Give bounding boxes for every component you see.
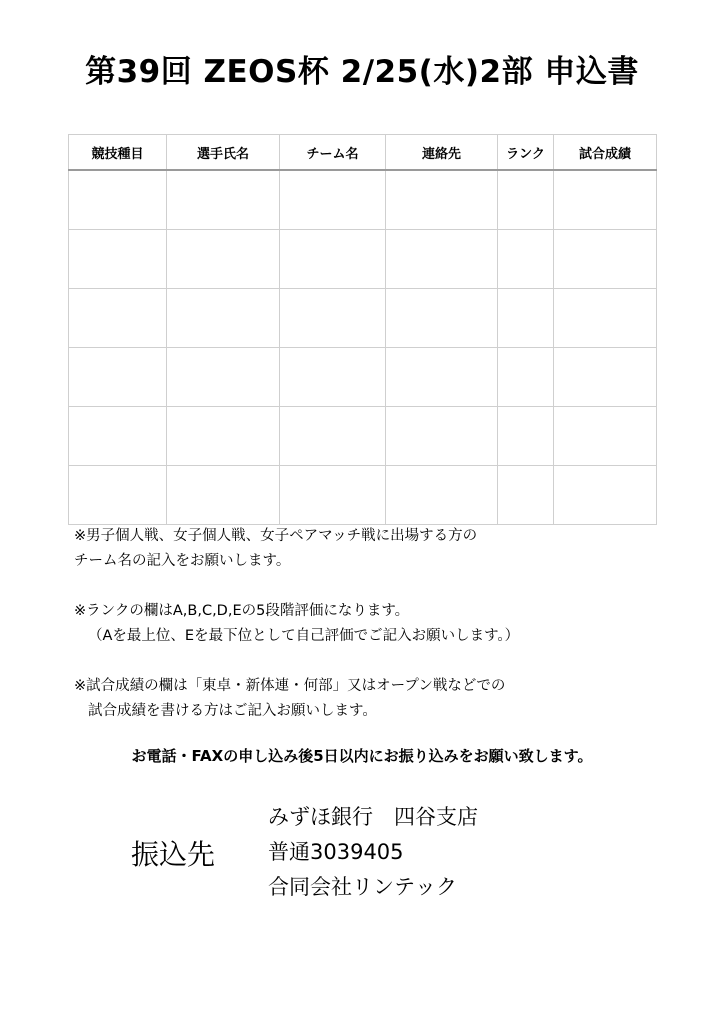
table-cell[interactable] bbox=[280, 289, 386, 348]
table-cell[interactable] bbox=[498, 407, 554, 466]
header-rank: ランク bbox=[498, 135, 554, 171]
table-cell[interactable] bbox=[167, 407, 280, 466]
table-row bbox=[69, 230, 657, 289]
table-cell[interactable] bbox=[167, 466, 280, 525]
table-cell[interactable] bbox=[280, 407, 386, 466]
table-cell[interactable] bbox=[167, 289, 280, 348]
bank-name: みずほ銀行 四谷支店 bbox=[268, 805, 478, 829]
table-cell[interactable] bbox=[167, 348, 280, 407]
entry-table bbox=[68, 134, 657, 525]
note-team-line2: チーム名の記入をお願いします。 bbox=[74, 553, 291, 569]
header-event: 競技種目 bbox=[69, 135, 167, 171]
table-cell[interactable] bbox=[554, 170, 657, 230]
table-cell[interactable] bbox=[69, 289, 167, 348]
table-cell[interactable] bbox=[554, 466, 657, 525]
table-cell[interactable] bbox=[386, 407, 498, 466]
table-cell[interactable] bbox=[280, 466, 386, 525]
payment-request: お電話・FAXの申し込み後5日以内にお振り込みをお願い致します。 bbox=[131, 747, 593, 765]
note-team-line1: ※男子個人戦、女子個人戦、女子ペアマッチ戦に出場する方の bbox=[74, 528, 478, 544]
table-cell[interactable] bbox=[386, 348, 498, 407]
table-cell[interactable] bbox=[386, 289, 498, 348]
table-cell[interactable] bbox=[69, 466, 167, 525]
table-cell[interactable] bbox=[498, 466, 554, 525]
notes-section bbox=[74, 524, 694, 724]
account-number: 普通3039405 bbox=[268, 840, 404, 864]
table-cell[interactable] bbox=[69, 348, 167, 407]
table-row bbox=[69, 170, 657, 230]
table-cell[interactable] bbox=[69, 407, 167, 466]
transfer-label: 振込先 bbox=[131, 838, 216, 871]
account-holder: 合同会社リンテック bbox=[268, 875, 457, 899]
table-cell[interactable] bbox=[554, 289, 657, 348]
table-cell[interactable] bbox=[498, 348, 554, 407]
table-cell[interactable] bbox=[167, 170, 280, 230]
table-cell[interactable] bbox=[280, 230, 386, 289]
table-row bbox=[69, 407, 657, 466]
table-cell[interactable] bbox=[498, 170, 554, 230]
table-cell[interactable] bbox=[69, 230, 167, 289]
table-cell[interactable] bbox=[386, 170, 498, 230]
table-cell[interactable] bbox=[280, 170, 386, 230]
note-results-line2: 試合成績を書ける方はご記入お願いします。 bbox=[88, 703, 377, 719]
table-cell[interactable] bbox=[554, 407, 657, 466]
table-header-row bbox=[69, 135, 657, 171]
note-rank-line1: ※ランクの欄はA,B,C,D,Eの5段階評価になります。 bbox=[74, 603, 410, 619]
header-team-name: チーム名 bbox=[280, 135, 386, 171]
header-player-name: 選手氏名 bbox=[167, 135, 280, 171]
note-results-line1: ※試合成績の欄は「東卓・新体連・何部」又はオープン戦などでの bbox=[74, 678, 506, 694]
table-row bbox=[69, 348, 657, 407]
table-cell[interactable] bbox=[386, 466, 498, 525]
form-title: 第39回 ZEOS杯 2/25(水)2部 申込書 bbox=[85, 54, 639, 90]
bank-details bbox=[268, 800, 478, 905]
table-cell[interactable] bbox=[554, 230, 657, 289]
table-cell[interactable] bbox=[498, 289, 554, 348]
table-cell[interactable] bbox=[498, 230, 554, 289]
note-rank-line2: （Aを最上位、Eを最下位として自己評価でご記入お願いします。） bbox=[88, 628, 520, 644]
table-cell[interactable] bbox=[280, 348, 386, 407]
header-contact: 連絡先 bbox=[386, 135, 498, 171]
table-cell[interactable] bbox=[554, 348, 657, 407]
table-cell[interactable] bbox=[167, 230, 280, 289]
table-cell[interactable] bbox=[386, 230, 498, 289]
table-row bbox=[69, 466, 657, 525]
header-results: 試合成績 bbox=[554, 135, 657, 171]
table-cell[interactable] bbox=[69, 170, 167, 230]
table-row bbox=[69, 289, 657, 348]
